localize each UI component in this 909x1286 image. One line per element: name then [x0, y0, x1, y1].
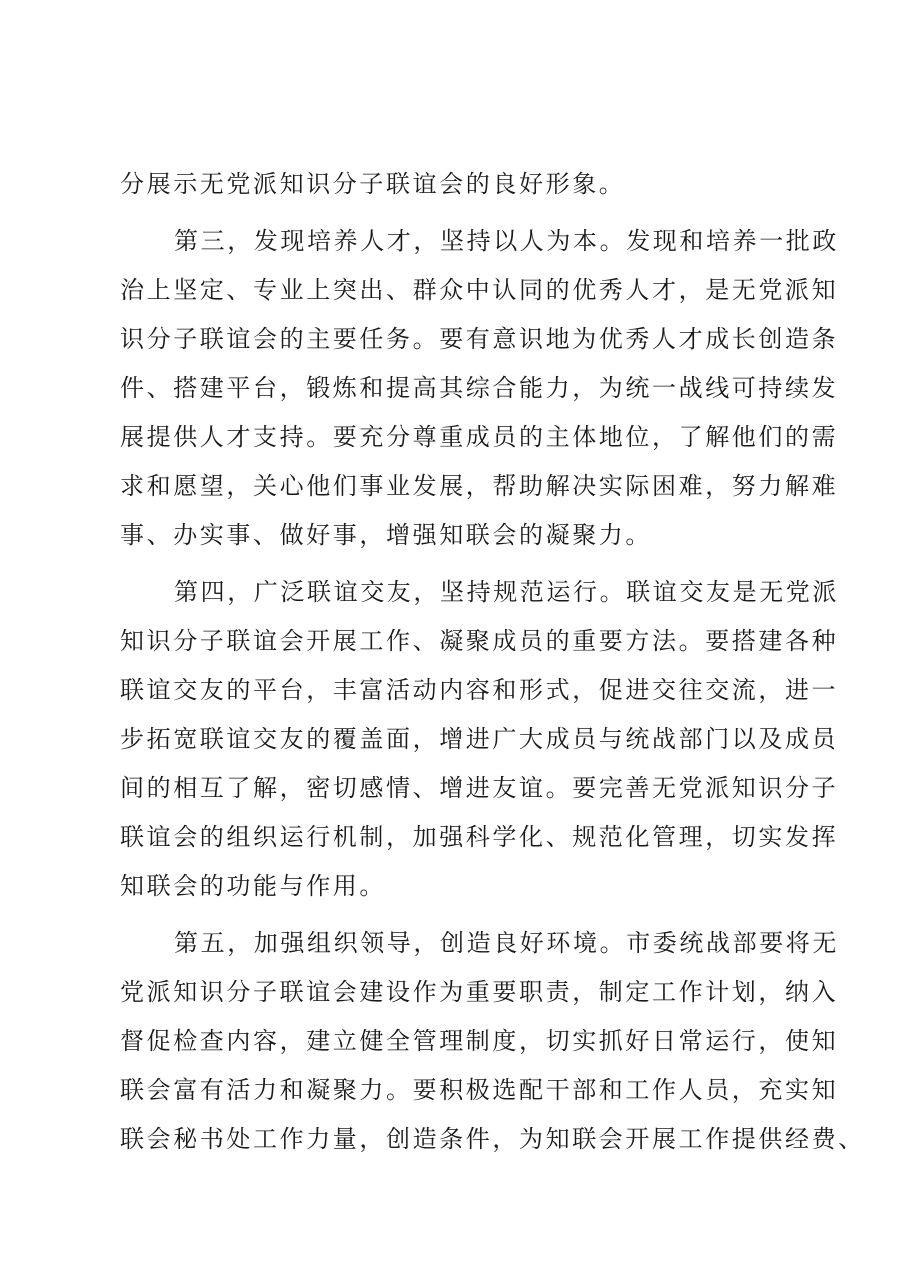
- paragraph-three-line: 求和愿望，关心他们事业发展，帮助解决实际困难，努力解难: [120, 472, 839, 500]
- paragraph-three-line: 治上坚定、专业上突出、群众中认同的优秀人才，是无党派知: [120, 276, 839, 304]
- paragraph-four-line: 步拓宽联谊交友的覆盖面，增进广大成员与统战部门以及成员: [120, 725, 839, 753]
- paragraph-four-line: 间的相互了解，密切感情、增进友谊。要完善无党派知识分子: [120, 774, 839, 802]
- paragraph-three-line: 事、办实事、做好事，增强知联会的凝聚力。: [120, 521, 652, 549]
- paragraph-four-line: 第四，广泛联谊交友，坚持规范运行。联谊交友是无党派: [174, 578, 839, 606]
- document-body: [120, 160, 865, 1164]
- paragraph-three-line: 第三，发现培养人才，坚持以人为本。发现和培养一批政: [174, 227, 839, 255]
- paragraph-four-line: 联谊会的组织运行机制，加强科学化、规范化管理，切实发挥: [120, 823, 839, 851]
- paragraph-four-line: 知识分子联谊会开展工作、凝聚成员的重要方法。要搭建各种: [120, 627, 839, 655]
- paragraph-five-line: 联会富有活力和凝聚力。要积极选配干部和工作人员，充实知: [120, 1076, 839, 1104]
- paragraph-five-line: 联会秘书处工作力量，创造条件，为知联会开展工作提供经费、: [120, 1125, 865, 1153]
- paragraph-four-line: 联谊交友的平台，丰富活动内容和形式，促进交往交流，进一: [120, 676, 839, 704]
- paragraph-three-line: 识分子联谊会的主要任务。要有意识地为优秀人才成长创造条: [120, 325, 839, 353]
- paragraph-four-line: 知联会的功能与作用。: [120, 872, 386, 900]
- paragraph-five-line: 第五，加强组织领导，创造良好环境。市委统战部要将无: [174, 929, 839, 957]
- text-line-continuation: 分展示无党派知识分子联谊会的良好形象。: [120, 170, 626, 198]
- paragraph-three-line: 件、搭建平台，锻炼和提高其综合能力，为统一战线可持续发: [120, 374, 839, 402]
- paragraph-five-line: 党派知识分子联谊会建设作为重要职责，制定工作计划，纳入: [120, 978, 839, 1006]
- paragraph-three-line: 展提供人才支持。要充分尊重成员的主体地位，了解他们的需: [120, 423, 839, 451]
- paragraph-five-line: 督促检查内容，建立健全管理制度，切实抓好日常运行，使知: [120, 1027, 839, 1055]
